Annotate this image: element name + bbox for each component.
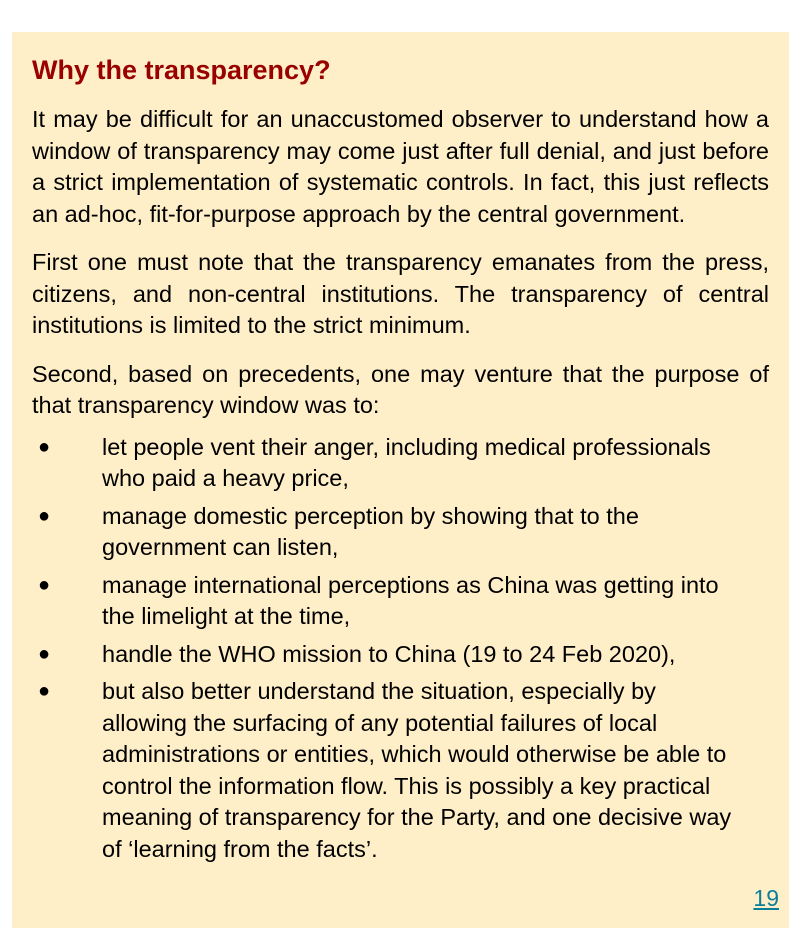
list-item-text: let people vent their anger, including medical professionals who paid a heavy price,	[102, 433, 711, 491]
bullet-icon: ●	[38, 642, 51, 665]
bullet-icon: ●	[38, 435, 51, 458]
bullet-icon: ●	[38, 680, 51, 702]
body-text	[32, 104, 769, 871]
list-item	[32, 570, 732, 633]
list-item	[32, 432, 732, 495]
paragraph-first-point: First one must note that the transparency emanates from the press, citizens, and non-central institutions. The transparency of central institutions is limited to the strict minimum.	[32, 249, 769, 338]
list-item-text: handle the WHO mission to China (19 to 24 Feb 2020),	[102, 640, 676, 667]
bullet-icon: ●	[38, 573, 51, 596]
list-item	[32, 501, 732, 564]
paragraph-intro: It may be difficult for an unaccustomed observer to understand how a window of transparency may come just after full denial, and just before a strict implementation of systematic controls. In fact, this just reflects an ad-hoc, fit-for-purpose approach by the central government.	[32, 106, 769, 227]
list-item	[32, 639, 732, 671]
section-title: Why the transparency?	[32, 55, 331, 85]
list-item	[32, 676, 732, 865]
content-panel	[12, 32, 789, 928]
list-item-text: manage domestic perception by showing that to the government can listen,	[102, 502, 639, 560]
page-number-link[interactable]: 19	[753, 885, 779, 911]
bullet-icon: ●	[38, 504, 51, 527]
list-item-text: manage international perceptions as China was getting into the limelight at the time,	[102, 571, 719, 629]
purpose-list	[32, 432, 732, 866]
list-item-text: but also better understand the situation, especially by allowing the surfacing of any potential failures of local administrations or entities, which would otherwise be able to control the information flow. This is possibly a key practical meaning of transparency for the Party, and one decisive way of ‘learning from the facts’.	[102, 678, 732, 862]
paragraph-second-point: Second, based on precedents, one may venture that the purpose of that transparency window was to:	[32, 360, 769, 418]
